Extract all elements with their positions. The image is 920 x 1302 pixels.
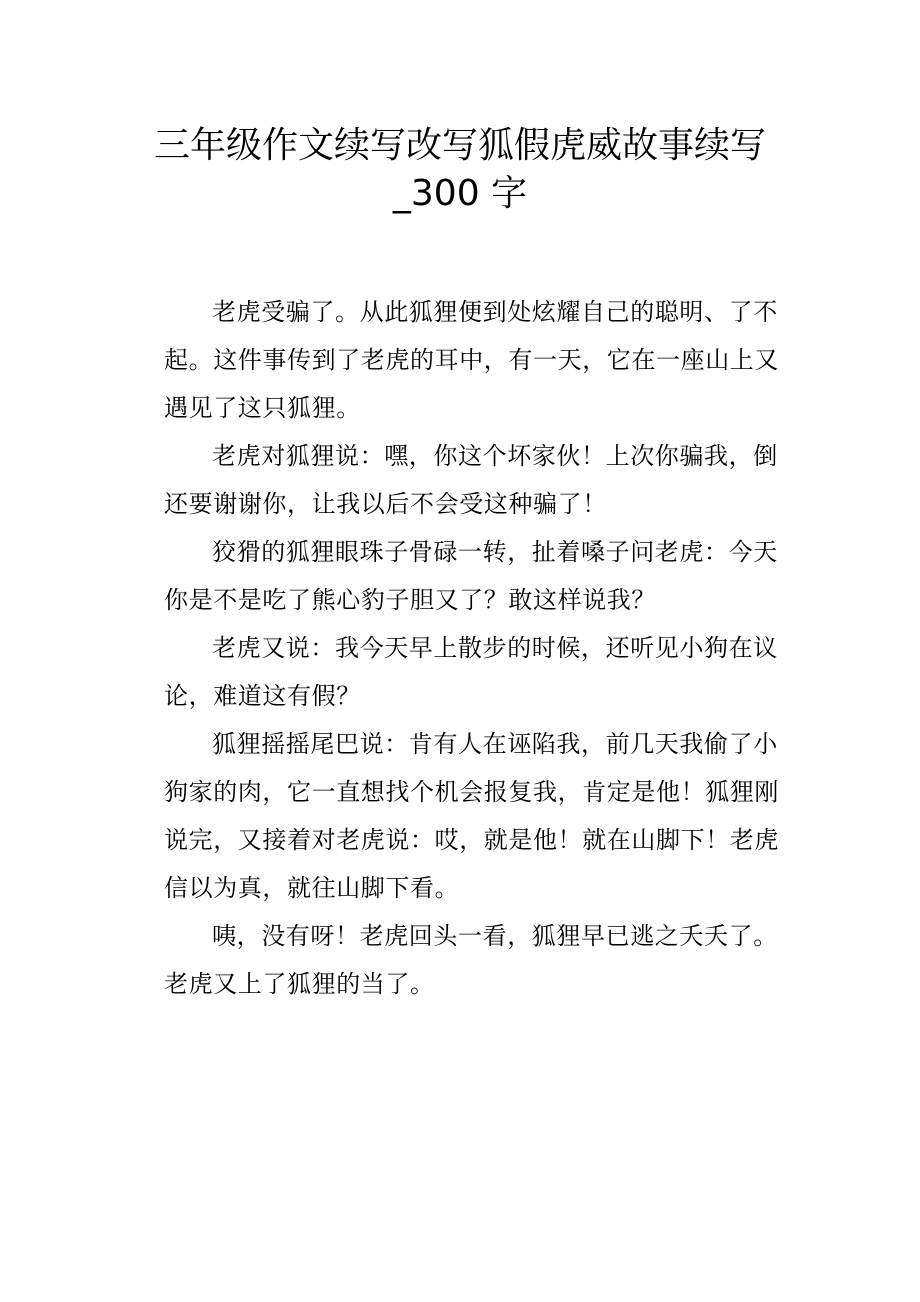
title-line-1: 三年级作文续写改写狐假虎威故事续写 <box>153 125 766 166</box>
paragraph-3: 狡猾的狐狸眼珠子骨碌一转，扯着嗓子问老虎：今天你是不是吃了熊心豹子胆又了？敢这样说我？ <box>164 538 778 614</box>
title-line-2: _300 字 <box>392 173 528 214</box>
paragraph-5: 狐狸摇摇尾巴说：肯有人在诬陷我，前几天我偷了小狗家的肉，它一直想找个机会报复我，肯定是他！狐狸刚说完，又接着对老虎说：哎，就是他！就在山脚下！老虎信以为真，就往山脚下看。 <box>164 730 779 902</box>
paragraph-4: 老虎又说：我今天早上散步的时候，还听见小狗在议论，难道这有假？ <box>164 634 778 710</box>
paragraph-6: 咦，没有呀！老虎回头一看，狐狸早已逃之夭夭了。老虎又上了狐狸的当了。 <box>164 922 778 998</box>
paragraph-2: 老虎对狐狸说：嘿，你这个坏家伙！上次你骗我，倒还要谢谢你，让我以后不会受这种骗了！ <box>164 442 778 518</box>
document-title <box>120 122 800 218</box>
paragraph-1: 老虎受骗了。从此狐狸便到处炫耀自己的聪明、了不起。这件事传到了老虎的耳中，有一天，它在一座山上又遇见了这只狐狸。 <box>164 298 779 422</box>
document-body <box>164 288 784 1008</box>
